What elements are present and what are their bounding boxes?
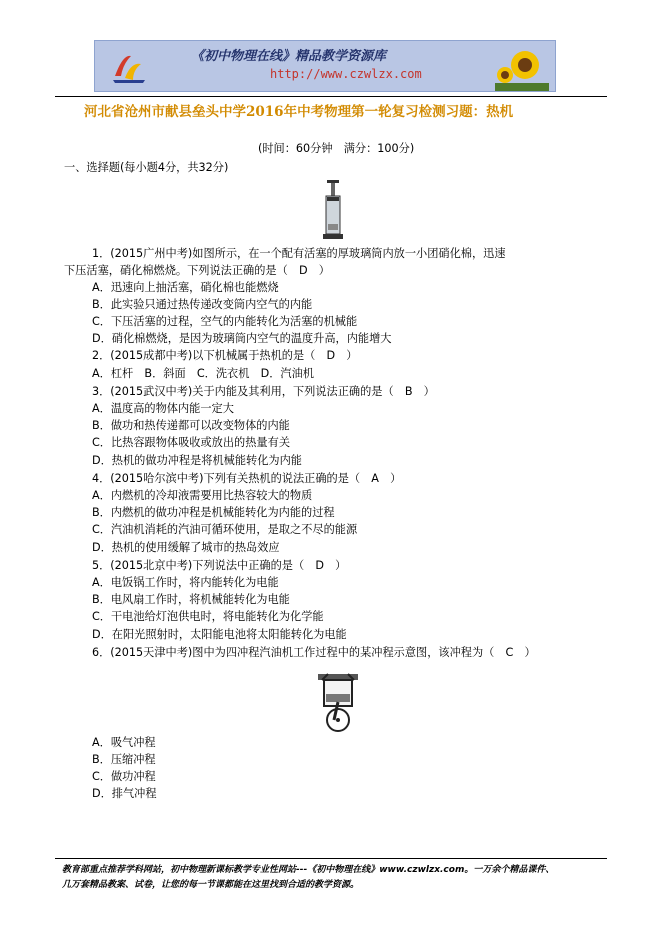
glass-cylinder-figure [322, 180, 344, 240]
q5-option-a: A．电饭锅工作时，将内能转化为电能 [92, 576, 279, 589]
banner-title: 《初中物理在线》精品教学资源库 [191, 49, 387, 64]
document-title: 河北省沧州市献县垒头中学2016年中考物理第一轮复习检测习题：热机 [84, 104, 514, 120]
q1-stem-line2: 下压活塞，硝化棉燃烧。下列说法正确的是（ D ） [64, 264, 330, 277]
q3-option-d: D．热机的做功冲程是将机械能转化为内能 [92, 454, 302, 467]
q1-option-a: A．迅速向上抽活塞，硝化棉也能燃烧 [92, 281, 279, 294]
q3-option-c: C．比热容跟物体吸收或放出的热量有关 [92, 436, 291, 449]
engine-stroke-figure [316, 672, 360, 734]
q4-stem: 4．(2015哈尔滨中考)下列有关热机的说法正确的是（ A ） [92, 472, 402, 485]
q4-option-b: B．内燃机的做功冲程是机械能转化为内能的过程 [92, 506, 335, 519]
footer-line1: 教育部重点推荐学科网站，初中物理新课标教学专业性网站---《初中物理在线》www.czwlzx.com。一万余个精品课件、 [62, 865, 555, 875]
q4-option-c: C．汽油机消耗的汽油可循环使用，是取之不尽的能源 [92, 523, 358, 536]
q3-stem: 3．(2015武汉中考)关于内能及其利用，下列说法正确的是（ B ） [92, 385, 435, 398]
footer-divider [55, 858, 607, 859]
q6-option-d: D．排气冲程 [92, 787, 157, 800]
q5-option-d: D．在阳光照射时，太阳能电池将太阳能转化为电能 [92, 628, 347, 641]
q1-option-d: D．硝化棉燃烧，是因为玻璃筒内空气的温度升高，内能增大 [92, 332, 392, 345]
q5-option-c: C．干电池给灯泡供电时，将电能转化为化学能 [92, 610, 324, 623]
q6-option-a: A．吸气冲程 [92, 736, 156, 749]
exam-info: (时间：60分钟 满分：100分) [258, 142, 415, 155]
section-heading: 一、选择题(每小题4分，共32分) [64, 161, 229, 174]
site-logo-icon [109, 46, 149, 86]
q6-option-b: B．压缩冲程 [92, 753, 156, 766]
q5-stem: 5．(2015北京中考)下列说法中正确的是（ D ） [92, 559, 347, 572]
header-divider [55, 96, 607, 97]
q1-option-c: C．下压活塞的过程，空气的内能转化为活塞的机械能 [92, 315, 358, 328]
q3-option-b: B．做功和热传递都可以改变物体的内能 [92, 419, 290, 432]
q3-option-a: A．温度高的物体内能一定大 [92, 402, 234, 415]
footer-line2: 几万套精品教案、试卷，让您的每一节课都能在这里找到合适的教学资源。 [62, 880, 360, 890]
q2-stem: 2．(2015成都中考)以下机械属于热机的是（ D ） [92, 349, 358, 362]
q6-stem: 6．(2015天津中考)图中为四冲程汽油机工作过程中的某冲程示意图，该冲程为（ C ） [92, 646, 536, 659]
q2-options: A．杠杆 B．斜面 C．洗衣机 D．汽油机 [92, 367, 314, 380]
q5-option-b: B．电风扇工作时，将机械能转化为电能 [92, 593, 290, 606]
q1-stem-line1: 1．(2015广州中考)如图所示，在一个配有活塞的厚玻璃筒内放一小团硝化棉，迅速 [92, 247, 506, 260]
q6-option-c: C．做功冲程 [92, 770, 156, 783]
q1-option-b: B．此实验只通过热传递改变筒内空气的内能 [92, 298, 313, 311]
q4-option-d: D．热机的使用缓解了城市的热岛效应 [92, 541, 280, 554]
sunflower-icon [495, 45, 549, 91]
header-banner [94, 40, 556, 92]
banner-url[interactable]: http://www.czwlzx.com [270, 67, 422, 81]
q4-option-a: A．内燃机的冷却液需要用比热容较大的物质 [92, 489, 313, 502]
